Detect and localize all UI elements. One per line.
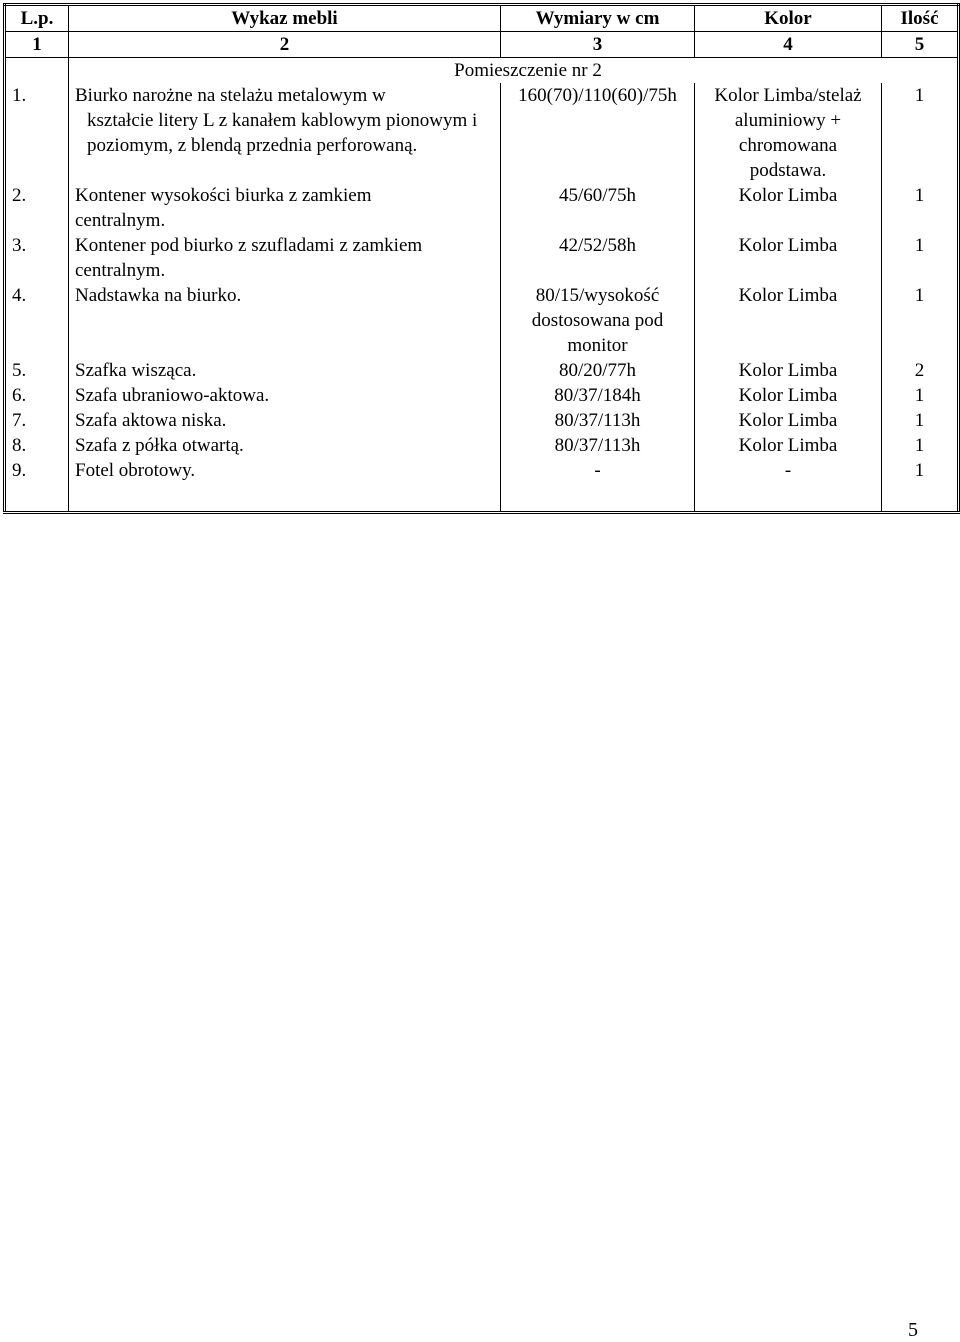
- item-name-first-line: Kontener wysokości biurka z zamkiem: [75, 185, 372, 206]
- header-quantity: Ilość: [882, 5, 959, 32]
- item-name-continuation: centralnym.: [75, 210, 166, 231]
- item-dimensions: 45/60/75h: [501, 183, 695, 233]
- item-name: [69, 383, 501, 408]
- room-label: Pomieszczenie nr 2: [69, 58, 959, 84]
- item-quantity: 1: [882, 83, 959, 183]
- item-quantity: 1: [882, 233, 959, 283]
- item-color: Kolor Limba: [695, 183, 882, 233]
- header-lp: L.p.: [5, 5, 69, 32]
- item-name: [69, 183, 501, 233]
- row-number: 2.: [5, 183, 69, 233]
- table-row: [5, 383, 959, 408]
- row-number: 9.: [5, 458, 69, 483]
- item-name-continuation: centralnym.: [75, 260, 166, 281]
- row-number: 3.: [5, 233, 69, 283]
- item-color: Kolor Limba: [695, 383, 882, 408]
- row-number: 4.: [5, 283, 69, 358]
- item-name-first-line: Szafa ubraniowo-aktowa.: [75, 385, 270, 406]
- item-dimensions: -: [501, 458, 695, 483]
- column-number: 1: [5, 32, 69, 58]
- row-number: 7.: [5, 408, 69, 433]
- item-name-first-line: Biurko narożne na stelażu metalowym w: [75, 85, 386, 106]
- column-number: 3: [501, 32, 695, 58]
- item-color: Kolor Limba: [695, 358, 882, 383]
- item-quantity: 1: [882, 283, 959, 358]
- table-row: [5, 458, 959, 483]
- table-row: [5, 433, 959, 458]
- item-quantity: 1: [882, 183, 959, 233]
- item-name-first-line: Szafa aktowa niska.: [75, 410, 227, 431]
- item-quantity: 1: [882, 458, 959, 483]
- item-color: Kolor Limba/stelaż aluminiowy + chromowana podstawa.: [695, 83, 882, 183]
- header-dimensions: Wymiary w cm: [501, 5, 695, 32]
- item-color: -: [695, 458, 882, 483]
- item-name: [69, 83, 501, 183]
- item-name-first-line: Kontener pod biurko z szufladami z zamkiem: [75, 235, 423, 256]
- column-number-row: [5, 32, 959, 58]
- item-name: [69, 433, 501, 458]
- table-body: [5, 58, 959, 513]
- item-dimensions: 80/15/wysokość dostosowana pod monitor: [501, 283, 695, 358]
- item-dimensions: 80/37/113h: [501, 433, 695, 458]
- header-row: [5, 5, 959, 32]
- row-number: 6.: [5, 383, 69, 408]
- item-name-continuation: kształcie litery L z kanałem kablowym pionowym i poziomym, z blendą przednia perforowaną.: [87, 110, 478, 156]
- table-row: [5, 358, 959, 383]
- item-quantity: 1: [882, 433, 959, 458]
- page-number: 5: [908, 1319, 918, 1341]
- item-dimensions: 160(70)/110(60)/75h: [501, 83, 695, 183]
- furniture-table: [3, 3, 960, 514]
- item-name: [69, 408, 501, 433]
- item-dimensions: 80/37/113h: [501, 408, 695, 433]
- table-row: [5, 408, 959, 433]
- item-name: [69, 233, 501, 283]
- table-row: [5, 283, 959, 358]
- room-row: [5, 58, 959, 84]
- table-bottom-padding: [5, 483, 959, 513]
- row-number: 1.: [5, 83, 69, 183]
- table-row: [5, 83, 959, 183]
- item-name: [69, 283, 501, 358]
- item-name-first-line: Szafka wisząca.: [75, 360, 197, 381]
- item-name-first-line: Nadstawka na biurko.: [75, 285, 242, 306]
- row-number: 8.: [5, 433, 69, 458]
- item-color: Kolor Limba: [695, 408, 882, 433]
- column-number: 5: [882, 32, 959, 58]
- item-name-first-line: Fotel obrotowy.: [75, 460, 196, 481]
- column-number: 2: [69, 32, 501, 58]
- item-dimensions: 80/37/184h: [501, 383, 695, 408]
- item-name: [69, 458, 501, 483]
- item-quantity: 1: [882, 408, 959, 433]
- table-row: [5, 233, 959, 283]
- item-color: Kolor Limba: [695, 433, 882, 458]
- item-color: Kolor Limba: [695, 283, 882, 358]
- table-row: [5, 183, 959, 233]
- item-color: Kolor Limba: [695, 233, 882, 283]
- item-quantity: 2: [882, 358, 959, 383]
- item-dimensions: 80/20/77h: [501, 358, 695, 383]
- header-color: Kolor: [695, 5, 882, 32]
- item-name: [69, 358, 501, 383]
- item-dimensions: 42/52/58h: [501, 233, 695, 283]
- item-quantity: 1: [882, 383, 959, 408]
- header-furniture-list: Wykaz mebli: [69, 5, 501, 32]
- item-name-first-line: Szafa z półka otwartą.: [75, 435, 244, 456]
- column-number: 4: [695, 32, 882, 58]
- row-number: 5.: [5, 358, 69, 383]
